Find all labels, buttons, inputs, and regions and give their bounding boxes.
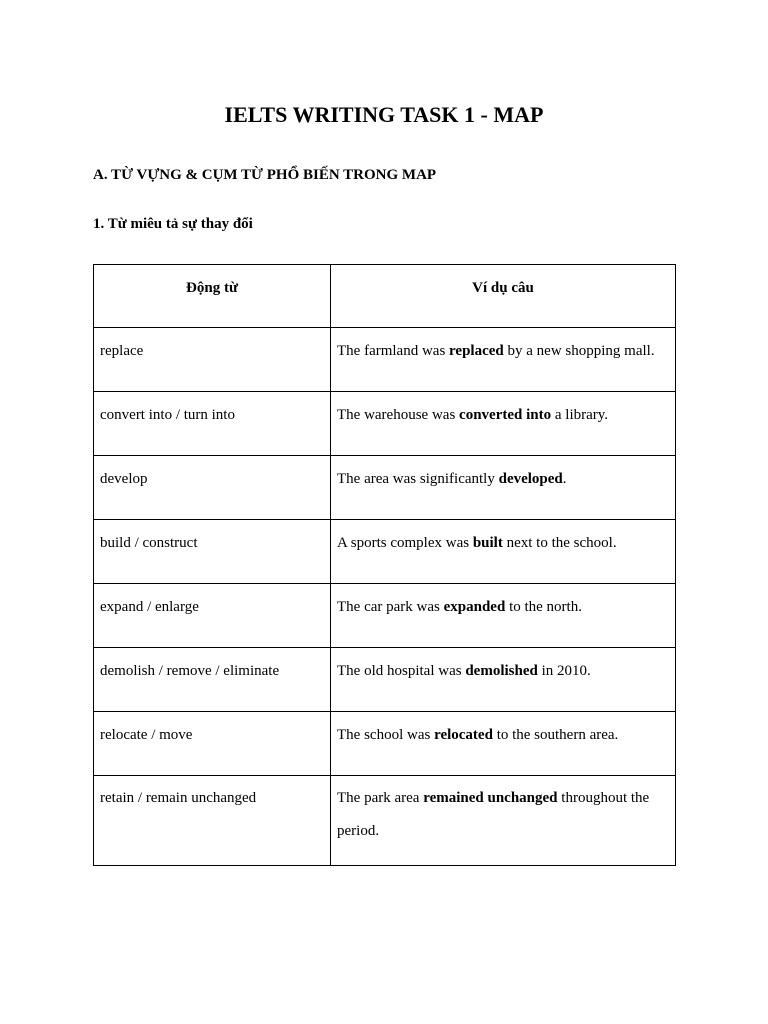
example-text: next to the school. xyxy=(502,535,617,551)
table-row xyxy=(94,456,676,520)
example-text: . xyxy=(562,471,567,487)
table-row xyxy=(94,712,676,776)
example-cell xyxy=(331,392,676,456)
table-row xyxy=(94,392,676,456)
example-text: The farmland was xyxy=(337,343,450,359)
example-text: to the southern area. xyxy=(492,727,619,743)
verb-cell: build / construct xyxy=(94,520,331,584)
example-text: The school was xyxy=(337,727,435,743)
table-row xyxy=(94,520,676,584)
example-text: a library. xyxy=(551,407,609,423)
example-keyword: converted into xyxy=(459,407,552,423)
example-keyword: expanded xyxy=(443,599,506,615)
example-text: The park area xyxy=(337,790,424,806)
example-cell xyxy=(331,776,676,866)
example-keyword: built xyxy=(472,535,503,551)
page-title: IELTS WRITING TASK 1 - MAP xyxy=(224,102,544,127)
example-text: The area was significantly xyxy=(337,471,499,487)
example-cell xyxy=(331,328,676,392)
table-header-row xyxy=(94,265,676,328)
section-heading: A. TỪ VỰNG & CỤM TỪ PHỔ BIẾN TRONG MAP xyxy=(93,167,437,183)
example-cell xyxy=(331,712,676,776)
verb-cell: expand / enlarge xyxy=(94,584,331,648)
example-cell xyxy=(331,456,676,520)
verb-cell: convert into / turn into xyxy=(94,392,331,456)
example-keyword: developed xyxy=(498,471,563,487)
example-text: by a new shopping mall. xyxy=(503,343,655,359)
example-cell xyxy=(331,584,676,648)
header-example: Ví dụ câu xyxy=(331,265,676,328)
header-verb: Động từ xyxy=(94,265,331,328)
verb-cell: replace xyxy=(94,328,331,392)
example-keyword: demolished xyxy=(465,663,538,679)
example-text: in 2010. xyxy=(537,663,591,679)
subsection-heading: 1. Từ miêu tả sự thay đổi xyxy=(93,216,253,232)
table-row xyxy=(94,776,676,866)
example-text: The car park was xyxy=(337,599,444,615)
example-cell xyxy=(331,520,676,584)
example-keyword: relocated xyxy=(434,727,493,743)
example-text: A sports complex was xyxy=(337,535,473,551)
example-keyword: replaced xyxy=(449,343,504,359)
verb-cell: relocate / move xyxy=(94,712,331,776)
example-text: throughout the period. xyxy=(337,790,650,839)
example-cell xyxy=(331,648,676,712)
example-text: The old hospital was xyxy=(337,663,466,679)
example-text: to the north. xyxy=(505,599,582,615)
vocabulary-table xyxy=(93,264,676,866)
table-row xyxy=(94,584,676,648)
verb-cell: retain / remain unchanged xyxy=(94,776,331,866)
example-text: The warehouse was xyxy=(337,407,460,423)
verb-cell: demolish / remove / eliminate xyxy=(94,648,331,712)
table-row xyxy=(94,648,676,712)
verb-cell: develop xyxy=(94,456,331,520)
example-keyword: remained unchanged xyxy=(423,790,558,806)
table-row xyxy=(94,328,676,392)
